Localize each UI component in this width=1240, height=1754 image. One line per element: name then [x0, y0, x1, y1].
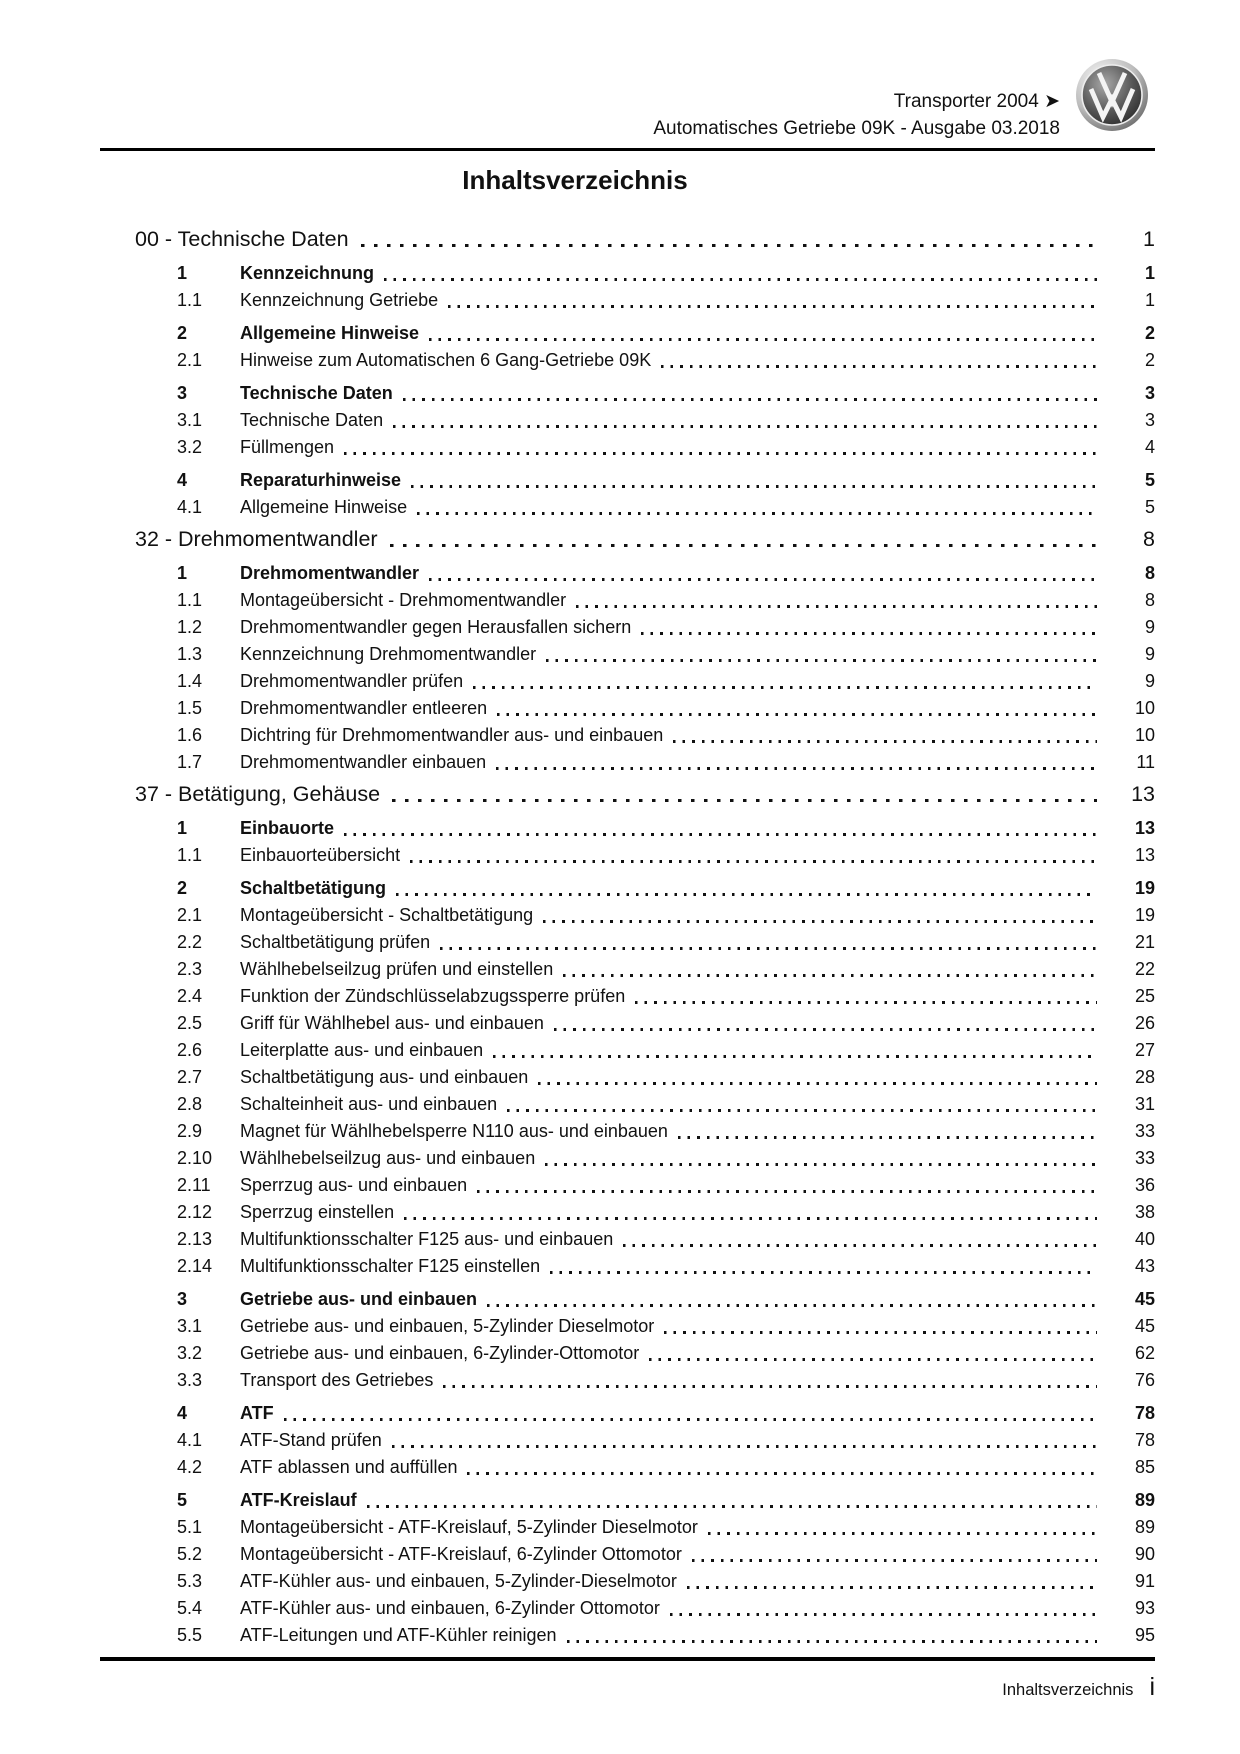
toc-entry-title: Leiterplatte aus- und einbauen: [240, 1040, 484, 1060]
table-of-contents: [100, 224, 1155, 1649]
leader-dots-icon: [477, 1190, 1097, 1193]
toc-entry-title: Allgemeine Hinweise: [240, 497, 408, 517]
toc-entry-row: [100, 407, 1155, 434]
toc-entry-page-number: 1: [1144, 263, 1155, 283]
toc-entry-page-number: 9: [1144, 671, 1155, 691]
leader-dots-icon: [623, 1244, 1097, 1247]
leader-dots-icon: [440, 947, 1097, 950]
header-edition-line: Automatisches Getriebe 09K - Ausgabe 03.2018: [653, 118, 1060, 139]
toc-entry-page-number: 85: [1134, 1457, 1155, 1477]
toc-entry-row: [100, 434, 1155, 461]
leader-dots-icon: [546, 659, 1097, 662]
toc-entry-number: 1.5: [177, 698, 203, 718]
leader-dots-icon: [403, 398, 1097, 401]
toc-entry-row: [100, 1541, 1155, 1568]
toc-entry-page-number: 40: [1134, 1229, 1155, 1249]
toc-entry-row: [100, 1037, 1155, 1064]
toc-entry-number: 2.11: [177, 1175, 211, 1195]
toc-entry-number: 5.4: [177, 1598, 203, 1618]
toc-entry-number: 3.1: [177, 410, 203, 430]
toc-entry-page-number: 26: [1134, 1013, 1155, 1033]
toc-entry-page-number: 89: [1134, 1517, 1155, 1537]
toc-entry-page-number: 8: [1144, 590, 1155, 610]
toc-entry-number: 1.7: [177, 752, 203, 772]
leader-dots-icon: [417, 512, 1097, 515]
toc-chapter-title: 00 - Technische Daten: [135, 227, 349, 251]
toc-entry-row: [100, 722, 1155, 749]
toc-entry-number: 3.2: [177, 437, 203, 457]
toc-entry-row: [100, 614, 1155, 641]
leader-dots-icon: [496, 767, 1097, 770]
toc-entry-page-number: 2: [1144, 323, 1155, 343]
header-divider: [100, 148, 1155, 151]
toc-entry-number: 2.4: [177, 986, 203, 1006]
toc-entry-row: [100, 260, 1155, 287]
leader-dots-icon: [567, 1640, 1097, 1643]
leader-dots-icon: [692, 1559, 1097, 1562]
toc-entry-row: [100, 668, 1155, 695]
toc-entry-page-number: 90: [1134, 1544, 1155, 1564]
toc-entry-title: Drehmomentwandler gegen Herausfallen sichern: [240, 617, 632, 637]
toc-entry-title: Einbauorte: [240, 818, 335, 838]
toc-entry-title: Drehmomentwandler entleeren: [240, 698, 488, 718]
toc-entry-number: 2.1: [177, 350, 203, 370]
toc-entry-row: [100, 1199, 1155, 1226]
toc-entry-row: [100, 1340, 1155, 1367]
toc-entry-number: 4.1: [177, 497, 203, 517]
toc-entry-number: 4: [177, 1403, 188, 1423]
toc-entry-row: [100, 641, 1155, 668]
toc-entry-title: Getriebe aus- und einbauen: [240, 1289, 478, 1309]
leader-dots-icon: [396, 893, 1097, 896]
toc-entry-row: [100, 1172, 1155, 1199]
toc-entry-title: Schaltbetätigung: [240, 878, 387, 898]
toc-entry-title: Montageübersicht - Drehmomentwandler: [240, 590, 567, 610]
header-model-line: Transporter 2004 ➤: [893, 91, 1060, 112]
toc-entry-title: Drehmomentwandler einbauen: [240, 752, 487, 772]
toc-entry-title: Getriebe aus- und einbauen, 5-Zylinder Dieselmotor: [240, 1316, 655, 1336]
toc-entry-title: ATF-Kühler aus- und einbauen, 5-Zylinder-Dieselmotor: [240, 1571, 677, 1591]
toc-entry-row: [100, 902, 1155, 929]
toc-entry-row: [100, 815, 1155, 842]
leader-dots-icon: [678, 1136, 1097, 1139]
leader-dots-icon: [550, 1271, 1097, 1274]
toc-entry-row: [100, 287, 1155, 314]
toc-entry-number: 1.1: [177, 590, 203, 610]
toc-entry-title: Montageübersicht - ATF-Kreislauf, 5-Zylinder Dieselmotor: [240, 1517, 698, 1537]
toc-entry-number: 5.5: [177, 1625, 203, 1645]
leader-dots-icon: [661, 365, 1097, 368]
toc-entry-page-number: 78: [1134, 1430, 1155, 1450]
toc-entry-number: 2.6: [177, 1040, 203, 1060]
toc-entry-title: Füllmengen: [240, 437, 335, 457]
toc-entry-number: 2: [177, 323, 188, 343]
toc-entry-row: [100, 587, 1155, 614]
toc-entry-title: Schaltbetätigung aus- und einbauen: [240, 1067, 529, 1087]
toc-entry-page-number: 3: [1144, 383, 1155, 403]
toc-entry-row: [100, 1454, 1155, 1481]
toc-entry-row: [100, 1286, 1155, 1313]
toc-entry-number: 3.2: [177, 1343, 203, 1363]
toc-entry-page-number: 31: [1134, 1094, 1155, 1114]
toc-entry-title: ATF-Leitungen und ATF-Kühler reinigen: [240, 1625, 557, 1645]
toc-entry-page-number: 95: [1134, 1625, 1155, 1645]
toc-entry-row: [100, 1427, 1155, 1454]
leader-dots-icon: [493, 1055, 1097, 1058]
toc-entry-number: 2.1: [177, 905, 203, 925]
toc-entry-number: 2: [177, 878, 188, 898]
toc-chapter-row: [100, 524, 1155, 554]
leader-dots-icon: [708, 1532, 1097, 1535]
toc-entry-number: 2.8: [177, 1094, 203, 1114]
toc-entry-number: 2.2: [177, 932, 203, 952]
toc-entry-number: 5: [177, 1490, 188, 1510]
footer-divider: [100, 1657, 1155, 1661]
leader-dots-icon: [554, 1028, 1097, 1031]
toc-entry-page-number: 13: [1134, 818, 1155, 838]
toc-entry-page-number: 33: [1134, 1148, 1155, 1168]
toc-entry-row: [100, 1514, 1155, 1541]
toc-entry-page-number: 38: [1134, 1202, 1155, 1222]
leader-dots-icon: [635, 1001, 1097, 1004]
leader-dots-icon: [673, 740, 1097, 743]
toc-entry-title: Drehmomentwandler prüfen: [240, 671, 464, 691]
toc-entry-page-number: 78: [1134, 1403, 1155, 1423]
toc-entry-title: Multifunktionsschalter F125 aus- und einbauen: [240, 1229, 614, 1249]
toc-entry-row: [100, 1253, 1155, 1280]
toc-entry-row: [100, 1010, 1155, 1037]
toc-entry-page-number: 3: [1144, 410, 1155, 430]
toc-entry-row: [100, 842, 1155, 869]
leader-dots-icon: [670, 1613, 1097, 1616]
leader-dots-icon: [563, 974, 1097, 977]
vw-logo-icon: [1075, 58, 1149, 132]
toc-entry-page-number: 1: [1144, 290, 1155, 310]
toc-entry-title: Schalteinheit aus- und einbauen: [240, 1094, 498, 1114]
leader-dots-icon: [384, 278, 1097, 281]
leader-dots-icon: [448, 305, 1097, 308]
toc-entry-title: Transport des Getriebes: [240, 1370, 434, 1390]
toc-entry-page-number: 93: [1134, 1598, 1155, 1618]
leader-dots-icon: [664, 1331, 1097, 1334]
toc-entry-row: [100, 560, 1155, 587]
leader-dots-icon: [284, 1418, 1097, 1421]
leader-dots-icon: [467, 1472, 1097, 1475]
toc-entry-title: Getriebe aus- und einbauen, 6-Zylinder-Ottomotor: [240, 1343, 640, 1363]
toc-entry-row: [100, 983, 1155, 1010]
toc-entry-page-number: 45: [1134, 1289, 1155, 1309]
leader-dots-icon: [361, 244, 1097, 247]
toc-entry-number: 2.5: [177, 1013, 203, 1033]
leader-dots-icon: [487, 1304, 1097, 1307]
page-header: [100, 0, 1155, 151]
leader-dots-icon: [429, 578, 1097, 581]
toc-entry-page-number: 5: [1144, 497, 1155, 517]
toc-entry-row: [100, 1145, 1155, 1172]
toc-entry-row: [100, 380, 1155, 407]
toc-entry-page-number: 8: [1144, 563, 1155, 583]
toc-entry-row: [100, 467, 1155, 494]
toc-entry-number: 3.1: [177, 1316, 203, 1336]
leader-dots-icon: [411, 485, 1097, 488]
toc-entry-number: 2.12: [177, 1202, 213, 1222]
toc-entry-row: [100, 749, 1155, 776]
toc-entry-number: 1.6: [177, 725, 203, 745]
leader-dots-icon: [641, 632, 1097, 635]
toc-entry-row: [100, 695, 1155, 722]
toc-entry-page-number: 25: [1134, 986, 1155, 1006]
toc-entry-row: [100, 1622, 1155, 1649]
leader-dots-icon: [344, 833, 1097, 836]
leader-dots-icon: [649, 1358, 1097, 1361]
leader-dots-icon: [344, 452, 1097, 455]
toc-entry-title: ATF-Kreislauf: [240, 1490, 357, 1510]
toc-entry-page-number: 13: [1134, 845, 1155, 865]
toc-entry-number: 1.2: [177, 617, 203, 637]
leader-dots-icon: [507, 1109, 1097, 1112]
toc-entry-number: 1: [177, 563, 188, 583]
toc-entry-row: [100, 1400, 1155, 1427]
toc-entry-row: [100, 494, 1155, 521]
toc-entry-row: [100, 320, 1155, 347]
toc-entry-number: 2.7: [177, 1067, 203, 1087]
toc-entry-number: 2.13: [177, 1229, 213, 1249]
toc-entry-page-number: 9: [1144, 617, 1155, 637]
toc-entry-title: Montageübersicht - Schaltbetätigung: [240, 905, 534, 925]
toc-entry-row: [100, 1091, 1155, 1118]
toc-entry-row: [100, 956, 1155, 983]
toc-entry-row: [100, 1226, 1155, 1253]
toc-entry-row: [100, 1064, 1155, 1091]
toc-entry-page-number: 33: [1134, 1121, 1155, 1141]
toc-entry-title: Wählhebelseilzug aus- und einbauen: [240, 1148, 536, 1168]
leader-dots-icon: [390, 544, 1097, 547]
leader-dots-icon: [576, 605, 1097, 608]
toc-entry-number: 2.10: [177, 1148, 213, 1168]
toc-entry-page-number: 76: [1134, 1370, 1155, 1390]
toc-entry-number: 2.9: [177, 1121, 203, 1141]
toc-entry-number: 4: [177, 470, 188, 490]
leader-dots-icon: [393, 425, 1097, 428]
toc-entry-page-number: 43: [1134, 1256, 1155, 1276]
toc-entry-title: Montageübersicht - ATF-Kreislauf, 6-Zylinder Ottomotor: [240, 1544, 682, 1564]
toc-entry-page-number: 19: [1134, 905, 1155, 925]
toc-entry-page-number: 2: [1144, 350, 1155, 370]
leader-dots-icon: [404, 1217, 1097, 1220]
footer-page-number: i: [1149, 1673, 1155, 1701]
toc-entry-row: [100, 875, 1155, 902]
toc-entry-row: [100, 1313, 1155, 1340]
toc-entry-number: 1.3: [177, 644, 203, 664]
toc-entry-number: 2.3: [177, 959, 203, 979]
toc-entry-title: Sperrzug einstellen: [240, 1202, 395, 1222]
footer-label: Inhaltsverzeichnis: [1002, 1681, 1134, 1699]
toc-entry-title: ATF-Kühler aus- und einbauen, 6-Zylinder Ottomotor: [240, 1598, 660, 1618]
toc-entry-title: Funktion der Zündschlüsselabzugssperre prüfen: [240, 986, 626, 1006]
toc-entry-row: [100, 1118, 1155, 1145]
toc-entry-number: 3.3: [177, 1370, 203, 1390]
leader-dots-icon: [545, 1163, 1097, 1166]
toc-entry-title: Wählhebelseilzug prüfen und einstellen: [240, 959, 554, 979]
toc-entry-page-number: 89: [1134, 1490, 1155, 1510]
leader-dots-icon: [410, 860, 1097, 863]
leader-dots-icon: [687, 1586, 1097, 1589]
toc-entry-title: Griff für Wählhebel aus- und einbauen: [240, 1013, 544, 1033]
toc-chapter-page-number: 8: [1143, 527, 1155, 551]
toc-entry-title: Technische Daten: [240, 410, 384, 430]
toc-entry-number: 1: [177, 263, 188, 283]
toc-entry-number: 1: [177, 818, 188, 838]
toc-entry-number: 3: [177, 1289, 188, 1309]
toc-entry-number: 2.14: [177, 1256, 213, 1276]
toc-entry-number: 3: [177, 383, 188, 403]
toc-chapter-title: 37 - Betätigung, Gehäuse: [135, 782, 381, 806]
toc-entry-title: Magnet für Wählhebelsperre N110 aus- und einbauen: [240, 1121, 668, 1141]
page-title: Inhaltsverzeichnis: [462, 165, 688, 195]
toc-entry-page-number: 19: [1134, 878, 1155, 898]
toc-entry-row: [100, 1487, 1155, 1514]
toc-entry-number: 5.1: [177, 1517, 203, 1537]
toc-chapter-page-number: 1: [1143, 227, 1155, 251]
toc-entry-page-number: 5: [1144, 470, 1155, 490]
leader-dots-icon: [367, 1505, 1097, 1508]
leader-dots-icon: [392, 1445, 1097, 1448]
toc-entry-title: Schaltbetätigung prüfen: [240, 932, 431, 952]
toc-chapter-page-number: 13: [1131, 782, 1155, 806]
toc-entry-row: [100, 347, 1155, 374]
toc-entry-title: Einbauorteübersicht: [240, 845, 401, 865]
toc-entry-page-number: 10: [1134, 725, 1155, 745]
leader-dots-icon: [538, 1082, 1097, 1085]
toc-entry-number: 1.4: [177, 671, 203, 691]
toc-entry-row: [100, 929, 1155, 956]
leader-dots-icon: [443, 1385, 1097, 1388]
toc-chapter-row: [100, 779, 1155, 809]
toc-entry-title: Drehmomentwandler: [240, 563, 420, 583]
toc-entry-title: Multifunktionsschalter F125 einstellen: [240, 1256, 541, 1276]
toc-entry-number: 4.1: [177, 1430, 203, 1450]
leader-dots-icon: [429, 338, 1097, 341]
toc-entry-title: Kennzeichnung: [240, 263, 374, 283]
toc-entry-row: [100, 1568, 1155, 1595]
toc-entry-number: 1.1: [177, 290, 203, 310]
toc-entry-title: Sperrzug aus- und einbauen: [240, 1175, 468, 1195]
toc-entry-page-number: 4: [1144, 437, 1155, 457]
toc-entry-page-number: 9: [1144, 644, 1155, 664]
toc-entry-page-number: 11: [1136, 752, 1155, 772]
toc-entry-title: Dichtring für Drehmomentwandler aus- und einbauen: [240, 725, 664, 745]
toc-entry-title: Kennzeichnung Drehmomentwandler: [240, 644, 537, 664]
toc-entry-page-number: 10: [1134, 698, 1155, 718]
toc-entry-title: Hinweise zum Automatischen 6 Gang-Getriebe 09K: [240, 350, 652, 370]
toc-entry-title: Allgemeine Hinweise: [240, 323, 420, 343]
leader-dots-icon: [473, 686, 1097, 689]
leader-dots-icon: [392, 799, 1097, 802]
toc-entry-title: Kennzeichnung Getriebe: [240, 290, 439, 310]
toc-chapter-row: [100, 224, 1155, 254]
toc-entry-number: 5.3: [177, 1571, 203, 1591]
page-footer: [100, 1675, 1155, 1700]
toc-entry-page-number: 22: [1134, 959, 1155, 979]
toc-entry-title: Reparaturhinweise: [240, 470, 402, 490]
toc-entry-page-number: 45: [1134, 1316, 1155, 1336]
toc-entry-number: 4.2: [177, 1457, 203, 1477]
leader-dots-icon: [497, 713, 1097, 716]
toc-chapter-title: 32 - Drehmomentwandler: [135, 527, 378, 551]
header-text-block: [100, 88, 1060, 142]
toc-entry-row: [100, 1367, 1155, 1394]
leader-dots-icon: [543, 920, 1097, 923]
toc-entry-row: [100, 1595, 1155, 1622]
toc-entry-page-number: 62: [1134, 1343, 1155, 1363]
toc-entry-number: 5.2: [177, 1544, 203, 1564]
toc-entry-title: ATF-Stand prüfen: [240, 1430, 382, 1450]
toc-entry-title: ATF ablassen und auffüllen: [240, 1457, 458, 1477]
toc-entry-title: ATF: [240, 1403, 274, 1423]
toc-entry-page-number: 91: [1134, 1571, 1155, 1591]
toc-entry-page-number: 36: [1134, 1175, 1155, 1195]
toc-entry-title: Technische Daten: [240, 383, 393, 403]
toc-entry-page-number: 21: [1134, 932, 1155, 952]
toc-entry-page-number: 27: [1134, 1040, 1155, 1060]
toc-entry-page-number: 28: [1134, 1067, 1155, 1087]
toc-entry-number: 1.1: [177, 845, 203, 865]
